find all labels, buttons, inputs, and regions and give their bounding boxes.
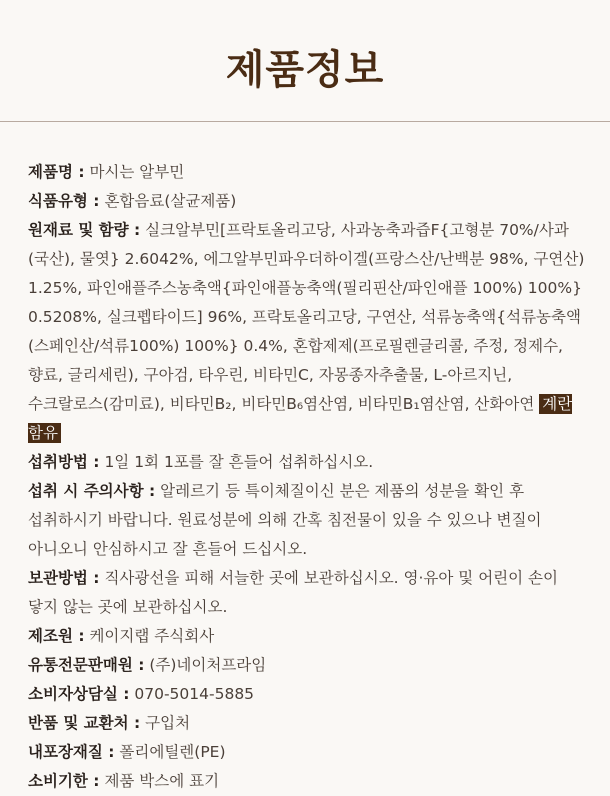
info-value: 제품 박스에 표기: [104, 772, 220, 790]
info-row-manufacturer: [28, 622, 590, 651]
info-value: 구입처: [145, 714, 191, 732]
info-label: 소비자상담실 :: [28, 685, 130, 703]
info-label: 보관방법 :: [28, 569, 100, 587]
divider: [0, 121, 610, 122]
info-value: 070-5014-5885: [134, 685, 255, 703]
info-value: 마시는 알부민: [89, 163, 185, 181]
info-label: 내포장재질 :: [28, 743, 115, 761]
info-value: 혼합음료(살균제품): [104, 192, 237, 210]
info-row-product-name: [28, 158, 590, 187]
info-row-ingredients: [28, 216, 590, 448]
info-row-packaging: [28, 738, 590, 767]
info-value: 케이지랩 주식회사: [89, 627, 215, 645]
info-label: 유통전문판매원 :: [28, 656, 145, 674]
info-row-consumer-center: [28, 680, 590, 709]
info-row-intake-method: [28, 448, 590, 477]
info-row-precautions: [28, 477, 590, 564]
info-label: 반품 및 교환처 :: [28, 714, 141, 732]
info-value: 폴리에틸렌(PE): [119, 743, 226, 761]
info-label: 소비기한 :: [28, 772, 100, 790]
allergen-highlight: 계란 함유: [28, 395, 573, 442]
info-row-food-type: [28, 187, 590, 216]
info-value: 알레르기 등 특이체질이신 분은 제품의 성분을 확인 후 섭취하시기 바랍니다. 원료성분에 의해 간혹 침전물이 있을 수 있으나 변질이 아니오니 안심하시고 잘 흔들어 드십시오.: [28, 482, 542, 558]
info-row-returns: [28, 709, 590, 738]
info-label: 식품유형 :: [28, 192, 100, 210]
info-label: 섭취방법 :: [28, 453, 100, 471]
page-title: 제품정보: [225, 47, 385, 93]
info-value: (주)네이처프라임: [149, 656, 267, 674]
info-value: 직사광선을 피해 서늘한 곳에 보관하십시오. 영·유아 및 어린이 손이 닿지 않는 곳에 보관하십시오.: [28, 569, 558, 616]
header: [0, 0, 610, 121]
info-label: 제품명 :: [28, 163, 85, 181]
info-label: 섭취 시 주의사항 :: [28, 482, 156, 500]
info-label: 제조원 :: [28, 627, 85, 645]
info-row-distributor: [28, 651, 590, 680]
info-row-expiry: [28, 767, 590, 796]
info-row-storage: [28, 564, 590, 622]
info-value: 실크알부민[프락토올리고당, 사과농축과즙F{고형분 70%/사과(국산), 물엿} 2.6042%, 에그알부민파우더하이겔(프랑스산/난백분 98%, 구연산) 1.25%, 파인애플주스농축액{파인애플농축액(필리핀산/파인애플 100%) 100%} 0.5208%, 실크펩타이드] 96%, 프락토올리고당, 구연산, 석류농축액{석류농축액(스페인산/석류100%) 100%} 0.4%, 혼합제제(프로필렌글리콜, 주정, 정제수, 향료, 글리세린), 구아검, 타우린, 비타민C, 자몽종자추출물, L-아르지닌, 수크랄로스(감미료), 비타민B₂, 비타민B₆염산염, 비타민B₁염산염, 산화아연: [28, 221, 585, 413]
info-label: 원재료 및 함량 :: [28, 221, 141, 239]
info-value: 1일 1회 1포를 잘 흔들어 섭취하십시오.: [104, 453, 374, 471]
product-info-list: [28, 158, 590, 796]
